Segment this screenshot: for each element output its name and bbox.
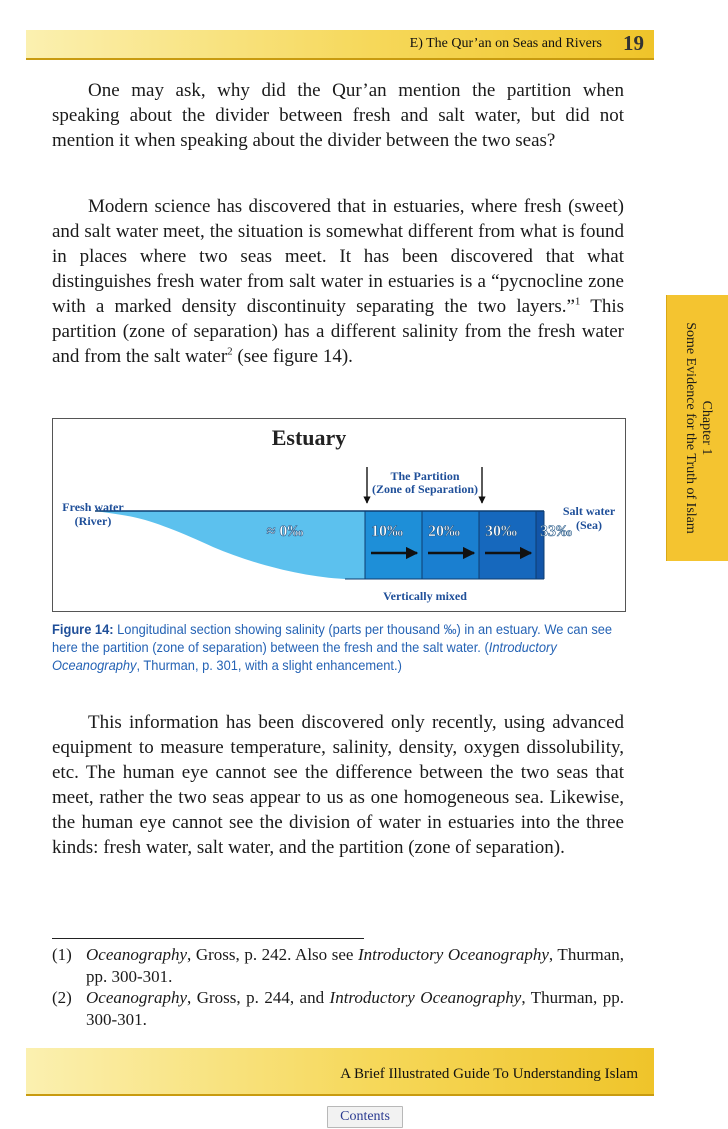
page-number: 19 — [623, 31, 644, 55]
side-tab-text — [682, 295, 714, 561]
side-tab-chapter: Chapter 1 — [699, 400, 714, 456]
salinity-zone-10 — [365, 511, 422, 579]
salinity-label-20: 20‰ — [428, 523, 460, 540]
footnote-1 — [52, 944, 624, 987]
footnote-text — [86, 987, 624, 1030]
partition-label: The Partition — [390, 469, 460, 483]
salinity-zone-30 — [479, 511, 536, 579]
fresh-water-sublabel: (River) — [74, 514, 112, 528]
footnote-number: (2) — [52, 988, 72, 1007]
footnote-ref-2[interactable]: 2 — [227, 345, 233, 358]
caption-source-rest: , Thurman, p. 301, with a slight enhancement.) — [136, 657, 402, 673]
footnote-number: (1) — [52, 945, 72, 964]
contents-button[interactable]: Contents — [327, 1106, 403, 1128]
paragraph-1-text: One may ask, why did the Qur’an mention the partition when speaking about the divider between fresh and salt water, but did not mention it when speaking about the divider between the two seas? — [52, 80, 624, 151]
fresh-water-label: Fresh water — [62, 500, 124, 514]
paragraph-2 — [52, 194, 624, 369]
vertically-mixed-label: Vertically mixed — [383, 589, 467, 603]
footnote-ref-1[interactable]: 1 — [574, 295, 581, 308]
section-title: E) The Qur’an on Seas and Rivers — [409, 36, 602, 51]
paragraph-3 — [52, 710, 624, 860]
salinity-zone-33 — [536, 511, 544, 579]
paragraph-2-figure-ref: (see figure 14). — [237, 346, 353, 367]
estuary-diagram — [53, 419, 625, 611]
footnote-2 — [52, 987, 624, 1030]
footnote-divider — [52, 938, 364, 939]
footnotes — [52, 944, 624, 1030]
figure-caption — [52, 620, 624, 674]
page-header — [26, 30, 654, 60]
salinity-zone-20 — [422, 511, 479, 579]
footnote-citation: , Thurman, pp. 300-301. — [86, 988, 624, 1029]
salinity-label-10: 10‰ — [371, 523, 403, 540]
estuary-figure — [52, 418, 626, 612]
footnote-title: Introductory Oceanography — [329, 988, 522, 1007]
salt-water-label: Salt water — [562, 504, 616, 518]
caption-text: Longitudinal section showing salinity (parts per thousand ‰) in an estuary. We can see here the partition (zone of separation) between the fresh and the salt water. ( — [52, 621, 613, 655]
paragraph-3-text: This information has been discovered only recently, using advanced equipment to measure temperature, salinity, density, oxygen dissolubility, etc. The human eye cannot see the difference between the two seas that meet, rather the two seas appear to us as one homogeneous sea. Likewise, the human eye cannot see the division of water in estuaries into the three kinds: fresh water, salt water, and the partition (zone of separation). — [52, 712, 624, 858]
caption-source-title: Introductory Oceanography — [52, 639, 557, 673]
footnote-citation: , Thurman, pp. 300-301. — [86, 945, 624, 986]
salinity-label-0: ≈ 0‰ — [266, 523, 304, 540]
footnote-title: Introductory Oceanography — [358, 945, 549, 964]
chapter-side-tab[interactable] — [666, 295, 728, 561]
caption-label: Figure 14: — [52, 621, 114, 637]
footnote-citation: , Gross, p. 244, and — [187, 988, 330, 1007]
partition-sublabel: (Zone of Separation) — [372, 482, 478, 496]
paragraph-2-text: Modern science has discovered that in estuaries, where fresh (sweet) and salt water meet, the situation is somewhat different from what is found in places where two seas meet. It has been discovered that what distinguishes fresh water from salt water in estuaries is a “pycnocline zone with a marked density discontinuity separating the two layers.” — [52, 196, 624, 317]
footnote-text — [86, 944, 624, 987]
book-title: A Brief Illustrated Guide To Understanding Islam — [340, 1066, 638, 1082]
footnote-title: Oceanography — [86, 988, 188, 1007]
salinity-label-33: 33‰ — [540, 523, 572, 540]
fresh-water-region — [95, 511, 365, 579]
footnote-citation: , Gross, p. 242. Also see — [187, 945, 359, 964]
paragraph-2-text-cont: This partition (zone of separation) has a different salinity from the fresh water and from the salt water — [52, 296, 624, 367]
figure-title: Estuary — [271, 425, 347, 450]
salinity-label-30: 30‰ — [485, 523, 517, 540]
page-footer — [26, 1048, 654, 1096]
salt-water-sublabel: (Sea) — [576, 518, 602, 532]
paragraph-1 — [52, 78, 624, 153]
footnote-title: Oceanography — [86, 945, 188, 964]
side-tab-subtitle: Some Evidence for the Truth of Islam — [683, 322, 698, 534]
